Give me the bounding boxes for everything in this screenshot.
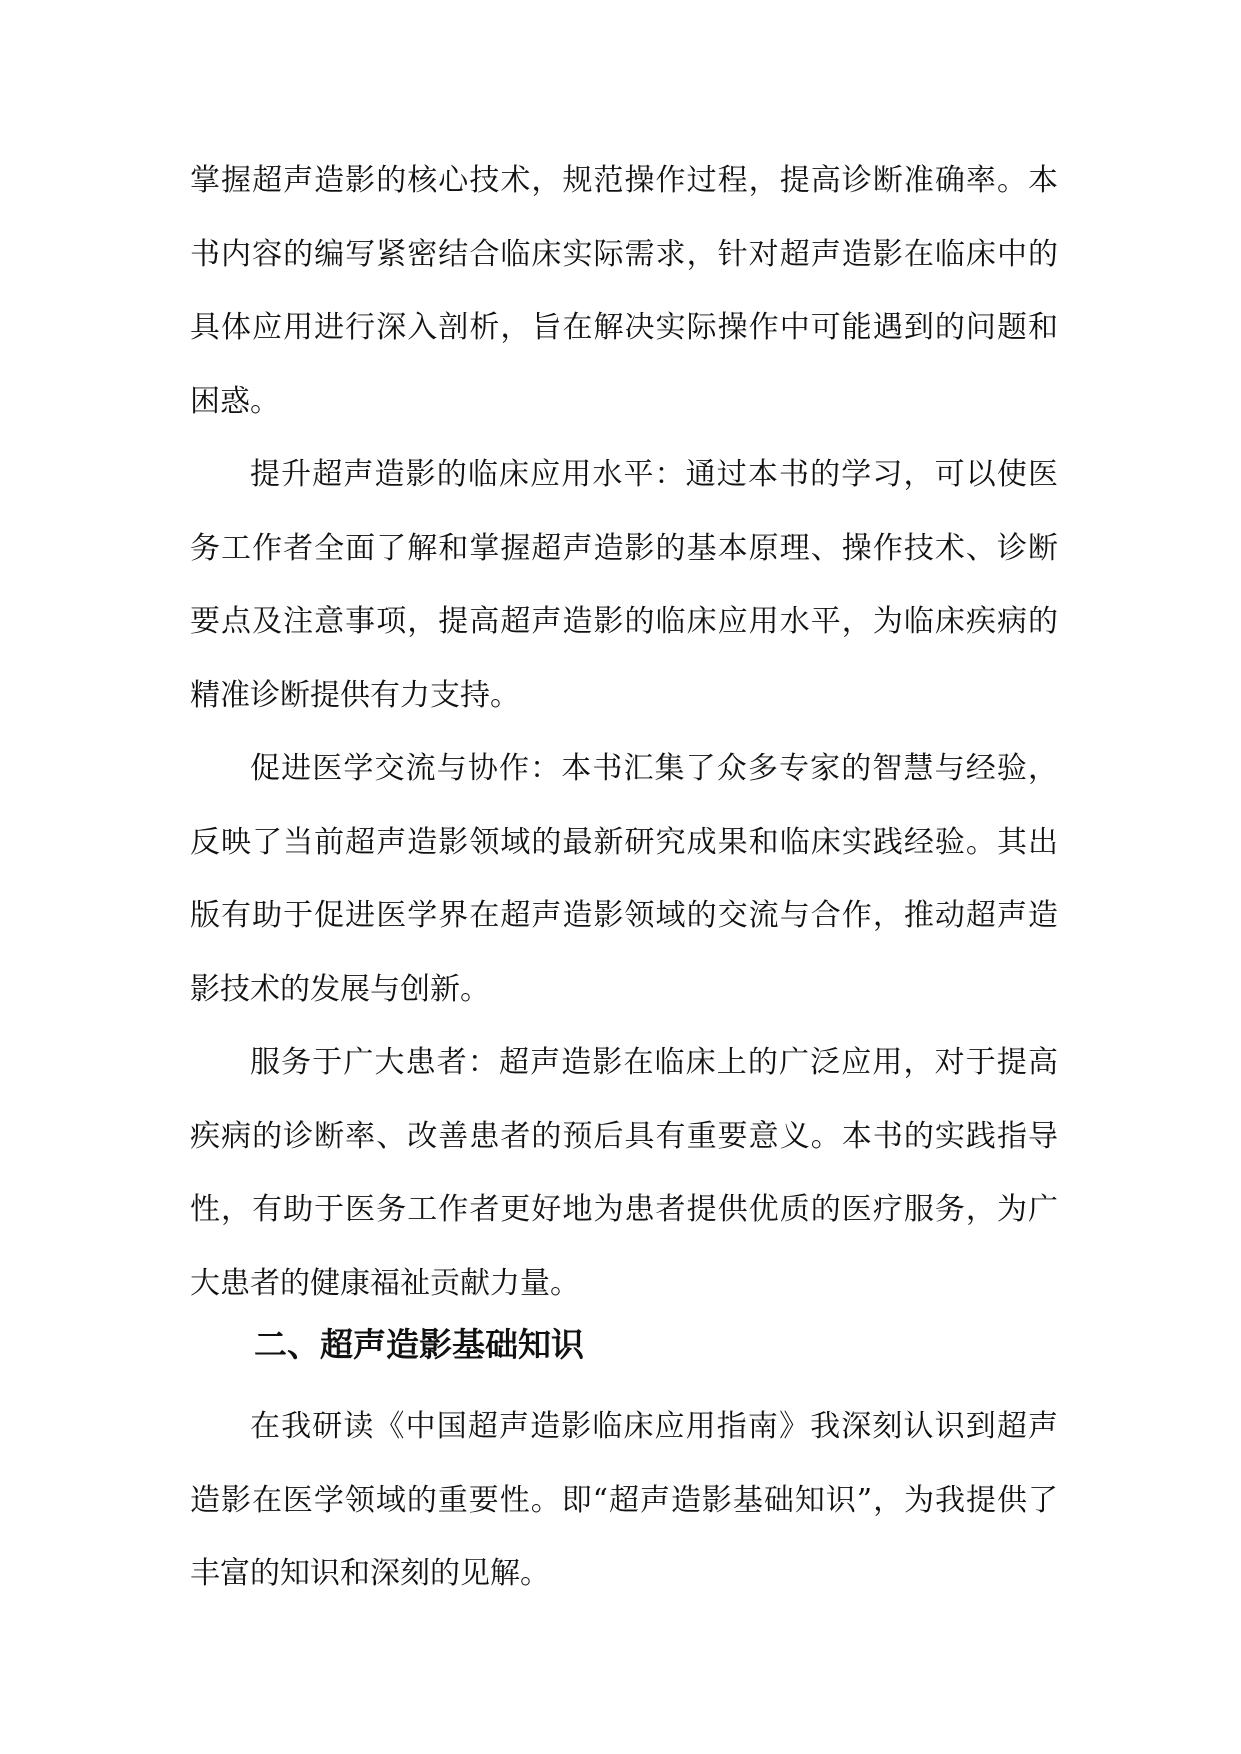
paragraph-serve-patients: 服务于广大患者：超声造影在临床上的广泛应用，对于提高疾病的诊断率、改善患者的预后具有重要意义。本书的实践指导性，有助于医务工作者更好地为患者提供优质的医疗服务，为广大患者的健康福祉贡献力量。 — [190, 1045, 1058, 1301]
body-text-block — [190, 144, 1058, 1320]
paragraph-continuation: 掌握超声造影的核心技术，规范操作过程，提高诊断准确率。本书内容的编写紧密结合临床实际需求，针对超声造影在临床中的具体应用进行深入剖析，旨在解决实际操作中可能遇到的问题和困惑。 — [190, 163, 1058, 419]
paragraph-clinical-application: 提升超声造影的临床应用水平：通过本书的学习，可以使医务工作者全面了解和掌握超声造影的基本原理、操作技术、诊断要点及注意事项，提高超声造影的临床应用水平，为临床疾病的精准诊断提供有力支持。 — [190, 457, 1058, 713]
section-heading: 二、超声造影基础知识 — [254, 1325, 584, 1364]
paragraph-basic-knowledge: 在我研读《中国超声造影临床应用指南》我深刻认识到超声造影在医学领域的重要性。即“超声造影基础知识”，为我提供了丰富的知识和深刻的见解。 — [190, 1409, 1058, 1591]
section-text-block — [190, 1390, 1058, 1611]
paragraph-medical-exchange: 促进医学交流与协作：本书汇集了众多专家的智慧与经验，反映了当前超声造影领域的最新研究成果和临床实践经验。其出版有助于促进医学界在超声造影领域的交流与合作，推动超声造影技术的发展与创新。 — [190, 751, 1058, 1007]
